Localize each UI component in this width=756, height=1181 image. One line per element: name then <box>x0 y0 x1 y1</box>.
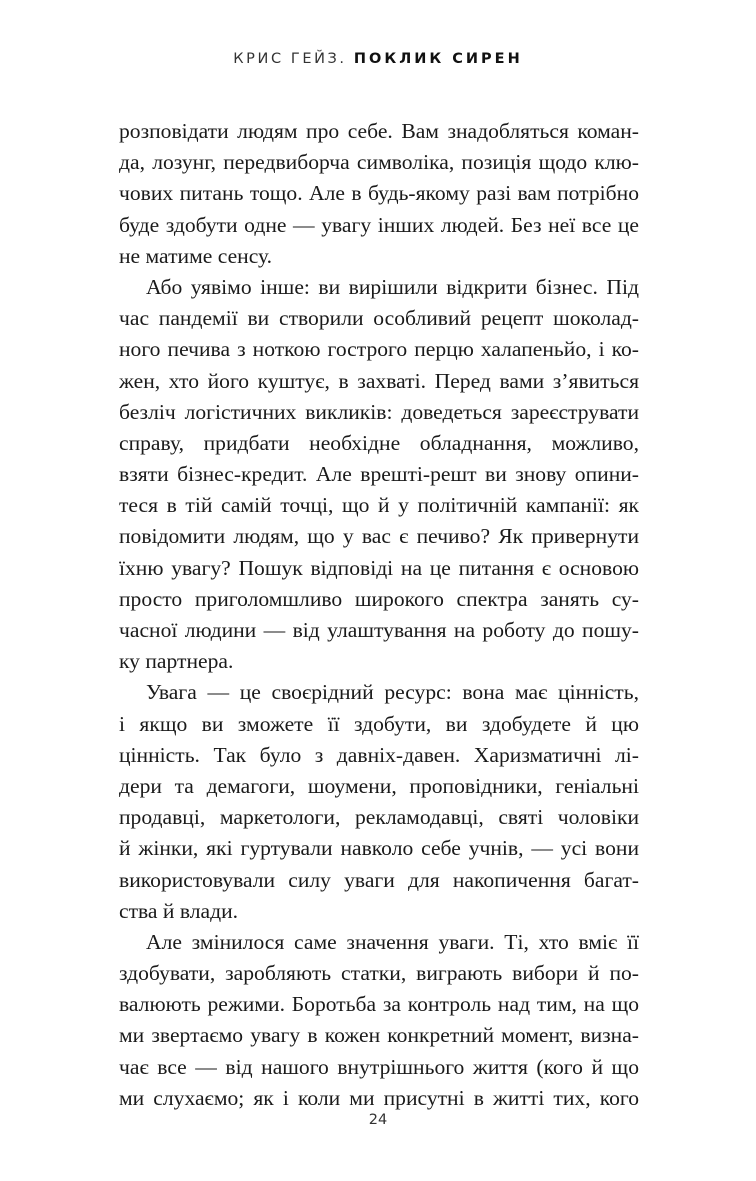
text-line: просто приголомшливо широкого спектра занять су- <box>119 586 639 611</box>
text-line: продавці, маркетологи, рекламодавці, святі чоловіки <box>119 805 639 830</box>
text-line: їхню увагу? Пошук відповіді на це питання є основою <box>119 555 639 580</box>
text-line: і якщо ви зможете її здобути, ви здобудете й цю <box>119 711 639 736</box>
text-line: розповідати людям про себе. Вам знадобляться коман- <box>119 119 639 143</box>
text-line: ного печива з ноткою гострого перцю халапеньйо, і ко- <box>119 337 639 362</box>
text-line: здобувати, заробляють статки, виграють вибори й по- <box>119 961 639 986</box>
text-line: цінність. Так було з давніх-давен. Харизматичні лі- <box>119 742 639 767</box>
text-line: справу, придбати необхідне обладнання, можливо, <box>119 430 639 455</box>
text-line: Але змінилося саме значення уваги. Ті, хто вміє її <box>146 929 639 954</box>
text-line: да, лозунг, передвиборча символіка, позиція щодо клю- <box>119 150 639 175</box>
text-line: часної людини — від улаштування на роботу до пошу- <box>119 618 639 642</box>
text-line: час пандемії ви створили особливий рецепт шоколад- <box>119 306 639 331</box>
text-line: жен, хто його куштує, в захваті. Перед вами з’явиться <box>119 368 639 393</box>
text-line: ми звертаємо увагу в кожен конкретний момент, визна- <box>119 1023 639 1048</box>
text-line: ми слухаємо; як і коли ми присутні в житті тих, кого <box>119 1085 639 1110</box>
text-line: чає все — від нашого внутрішнього життя (кого й що <box>119 1054 639 1079</box>
text-line: Увага — це своєрідний ресурс: вона має цінність, <box>146 680 639 705</box>
text-line: безліч логістичних викликів: доведеться зареєструвати <box>119 399 639 424</box>
text-line: валюють режими. Боротьба за контроль над тим, на що <box>119 992 639 1017</box>
text-line: використовували силу уваги для накопичення багат- <box>119 867 639 892</box>
running-head <box>0 49 756 69</box>
text-line: не матиме сенсу. <box>119 243 273 268</box>
running-head-author: КРИС ГЕЙЗ. <box>233 51 347 67</box>
text-line: дери та демагоги, шоумени, проповідники, геніальні <box>119 773 639 798</box>
page-number: 24 <box>368 1112 388 1128</box>
text-line: Або уявімо інше: ви вирішили відкрити бізнес. Під <box>146 274 639 299</box>
text-line: ку партнера. <box>119 649 234 674</box>
text-line: чових питань тощо. Але в будь-якому разі вам потрібно <box>119 181 639 206</box>
text-line: й жінки, які гуртували навколо себе учнів, — усі вони <box>119 836 639 861</box>
text-line: ства й влади. <box>119 898 239 923</box>
text-line: буде здобути одне — увагу інших людей. Без неї все це <box>119 212 639 237</box>
text-line: повідомити людям, що у вас є печиво? Як привернути <box>119 524 639 549</box>
text-line: теся в тій самій точці, що й у політичній кампанії: як <box>119 493 639 518</box>
text-line: взяти бізнес-кредит. Але врешті-решт ви знову опини- <box>119 462 639 487</box>
body-text <box>119 116 639 1114</box>
running-head-title: ПОКЛИК СИРЕН <box>353 51 523 67</box>
